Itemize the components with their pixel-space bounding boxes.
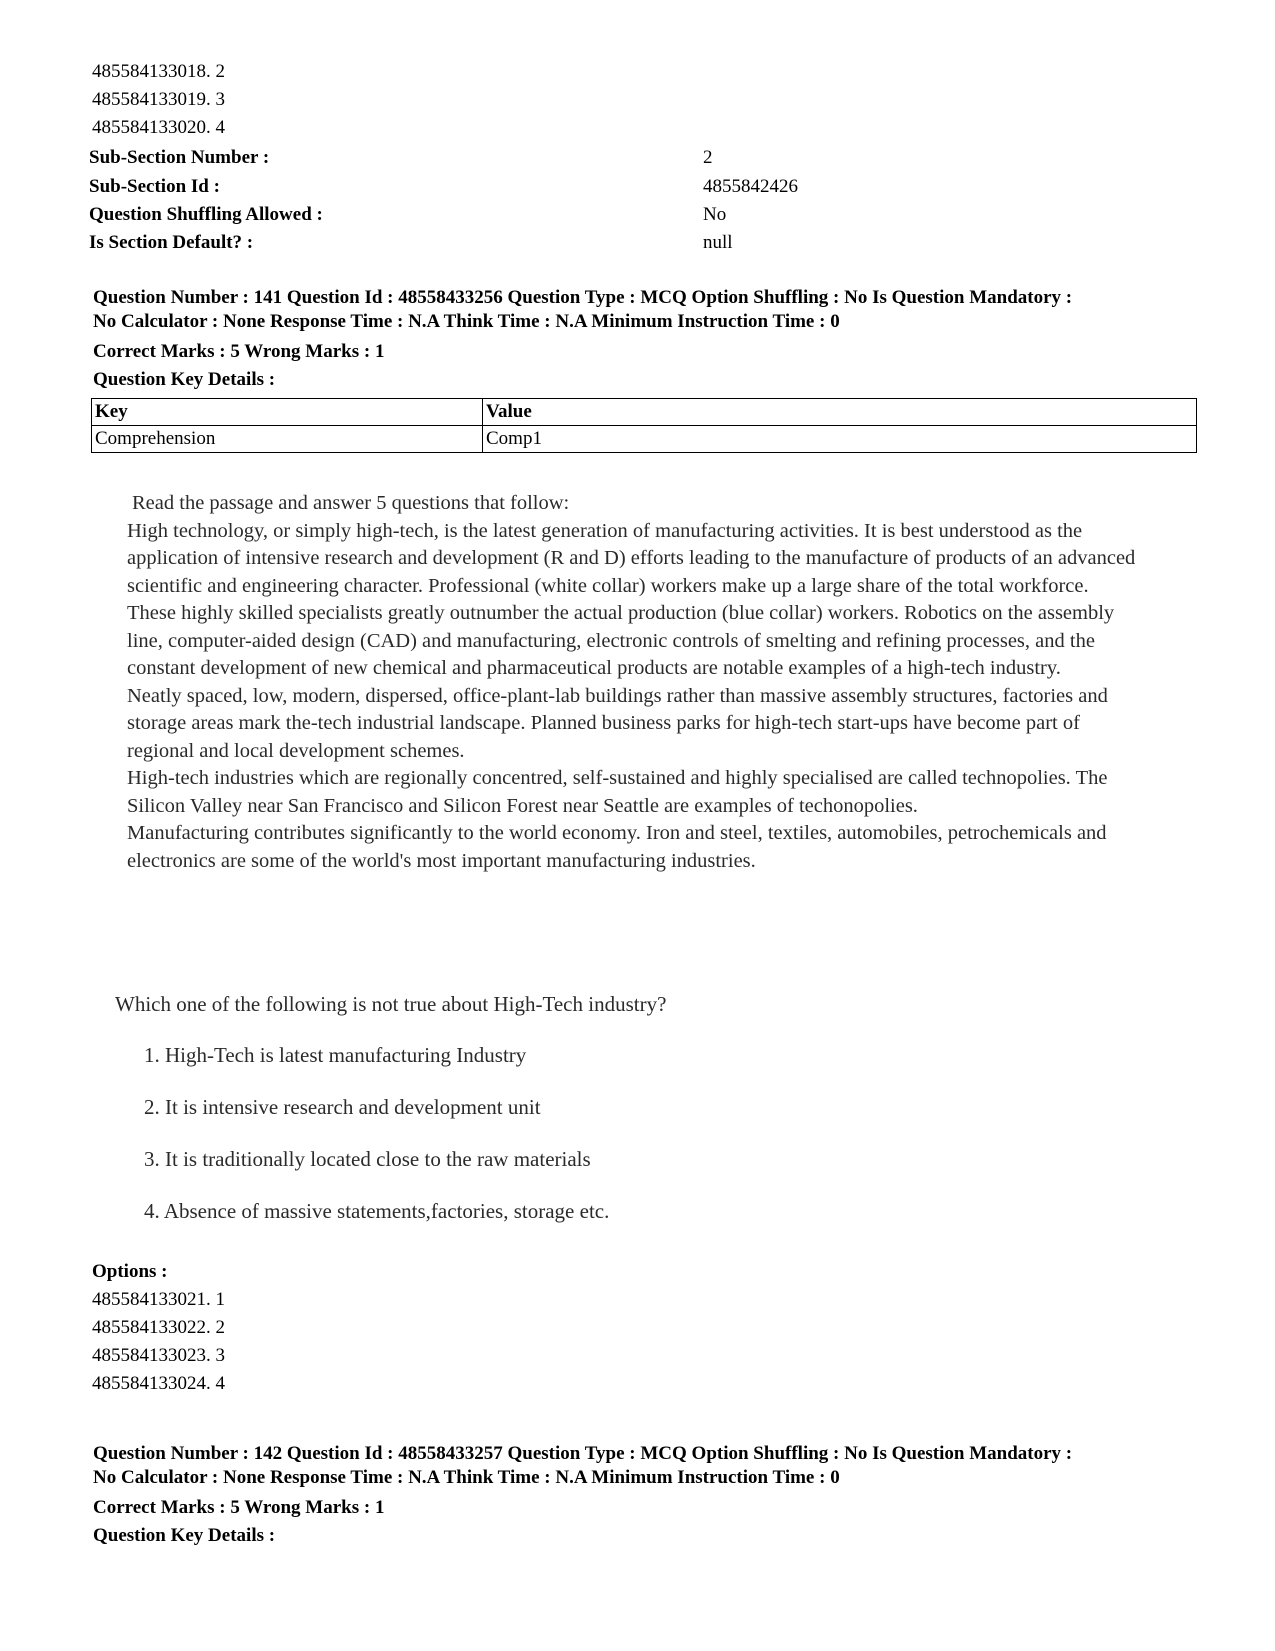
table-header-row [92,399,1197,426]
question-shuffling-label: Question Shuffling Allowed : [89,204,323,225]
q142-header-line2: No Calculator : None Response Time : N.A Think Time : N.A Minimum Instruction Time : 0 [93,1467,840,1488]
subsection-id-label: Sub-Section Id : [89,176,220,197]
q142-key-details-label: Question Key Details : [93,1525,276,1546]
table-header-key: Key [92,399,483,426]
options-label: Options : [92,1261,168,1282]
q141-header-line2: No Calculator : None Response Time : N.A Think Time : N.A Minimum Instruction Time : 0 [93,311,840,332]
table-row [92,426,1197,453]
section-default-label: Is Section Default? : [89,232,254,253]
passage-intro: Read the passage and answer 5 questions that follow: [132,492,570,514]
subsection-number-label: Sub-Section Number : [89,147,270,168]
section-default-value: null [703,232,733,253]
passage [127,490,1142,875]
choice-3: 3. It is traditionally located close to the raw materials [144,1147,591,1171]
table-cell-value: Comp1 [483,426,1197,453]
passage-paragraph: High technology, or simply high-tech, is the latest generation of manufacturing activities. It is best understood as the application of intensive research and development (R and D) efforts leading to the manufacture of products of an advanced scientific and engineering character. Professional (white collar) workers make up a large share of the total workforce. These highly skilled specialists greatly outnumber the actual production (blue collar) workers. Robotics on the assembly line, computer-aided design (CAD) and manufacturing, electronic controls of smelting and refining processes, and the constant development of new chemical and pharmaceutical products are notable examples of a high-tech industry. [127,519,1136,679]
choice-4: 4. Absence of massive statements,factories, storage etc. [144,1199,610,1223]
q142-header-line1: Question Number : 142 Question Id : 48558433257 Question Type : MCQ Option Shuffling : No Is Question Mandatory : [93,1443,1073,1464]
option-item: 485584133022. 2 [92,1317,225,1338]
q141-header-line1: Question Number : 141 Question Id : 48558433256 Question Type : MCQ Option Shuffling : No Is Question Mandatory : [93,287,1073,308]
passage-paragraph: High-tech industries which are regionally concentred, self-sustained and highly specialised are called technopolies. The Silicon Valley near San Francisco and Silicon Forest near Seattle are examples of techonopolies. [127,767,1108,817]
table-header-value: Value [483,399,1197,426]
option-item: 485584133024. 4 [92,1373,225,1394]
choice-2: 2. It is intensive research and development unit [144,1095,541,1119]
question-shuffling-value: No [703,204,727,225]
q142-marks: Correct Marks : 5 Wrong Marks : 1 [93,1497,385,1518]
table-cell-key: Comprehension [92,426,483,453]
passage-paragraph: Neatly spaced, low, modern, dispersed, office-plant-lab buildings rather than massive assembly structures, factories and storage areas mark the-tech industrial landscape. Planned business parks for high-tech start-ups have become part of regional and local development schemes. [127,684,1108,762]
q141-marks: Correct Marks : 5 Wrong Marks : 1 [93,341,385,362]
question-text: Which one of the following is not true about High-Tech industry? [115,992,667,1016]
q142-header [93,1442,1243,1490]
q141-key-details-label: Question Key Details : [93,369,276,390]
passage-paragraph: Manufacturing contributes significantly to the world economy. Iron and steel, textiles, automobiles, petrochemicals and electronics are some of the world's most important manufacturing industries. [127,822,1107,872]
q141-header [93,286,1243,334]
option-item: 485584133018. 2 [92,61,225,82]
subsection-number-value: 2 [703,147,713,168]
options-list [92,1286,225,1398]
option-item: 485584133020. 4 [92,117,225,138]
q141-key-table [91,398,1197,453]
choice-1: 1. High-Tech is latest manufacturing Industry [144,1043,527,1067]
option-item: 485584133023. 3 [92,1345,225,1366]
option-item: 485584133019. 3 [92,89,225,110]
subsection-id-value: 4855842426 [703,176,798,197]
subsection-info [89,147,1189,260]
option-item: 485584133021. 1 [92,1289,225,1310]
prev-options-list [92,58,225,142]
